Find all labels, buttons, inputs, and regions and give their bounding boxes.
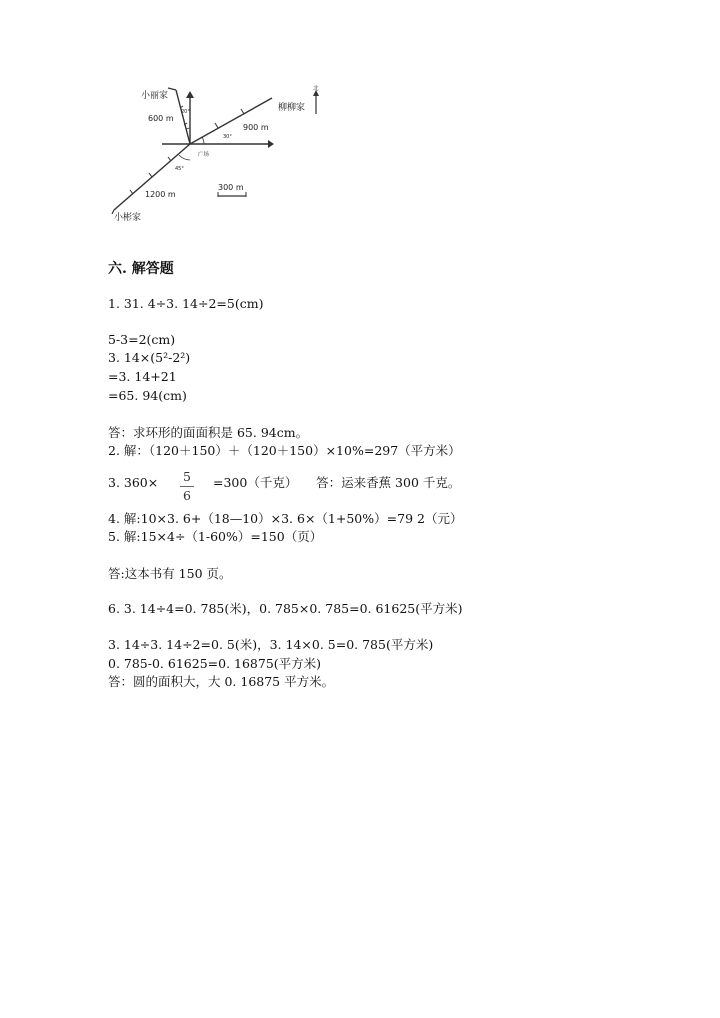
answer-line-11: 答:这本书有 150 页。 — [108, 566, 232, 581]
answer-line-14: 0. 785-0. 61625=0. 16875(平方米) — [108, 656, 322, 671]
fraction-denominator: 6 — [183, 488, 191, 503]
direction-diagram-svg — [100, 78, 340, 238]
answer-line-15: 答：圆的面积大，大 0. 16875 平方米。 — [108, 674, 335, 689]
answer-line-9: 4. 解:10×3. 6+（18—10）×3. 6×（1+50%）=79 2（元） — [108, 511, 463, 526]
label-liuliu-home: 柳柳家 — [278, 103, 306, 113]
label-xiaobin-home: 小彬家 — [114, 213, 142, 223]
answer-line-6: 答：求环形的面面积是 65. 94cm。 — [108, 425, 309, 440]
label-xiaoli-home: 小丽家 — [141, 91, 169, 101]
answer-line-8-prefix: 3. 360× — [108, 475, 159, 490]
answer-line-8-suffix: =300（千克） 答：运来香蕉 300 千克。 — [213, 475, 461, 490]
label-scale: 300 m — [218, 183, 244, 192]
label-600m: 600 m — [148, 114, 174, 123]
answer-line-1: 1. 31. 4÷3. 14÷2=5(cm) — [108, 296, 264, 311]
answer-line-12: 6. 3. 14÷4=0. 785(米)，0. 785×0. 785=0. 61625(平方米) — [108, 601, 463, 616]
label-900m: 900 m — [243, 123, 269, 132]
direction-diagram — [100, 78, 340, 238]
fraction-five-sixths — [180, 470, 194, 503]
answer-line-13: 3. 14÷3. 14÷2=0. 5(米)，3. 14×0. 5=0. 785(平方米) — [108, 637, 434, 652]
label-angle-45: 45° — [175, 166, 184, 172]
label-angle-30: 30° — [223, 134, 232, 140]
answer-line-5: =65. 94(cm) — [108, 388, 187, 403]
answer-line-4: =3. 14+21 — [108, 369, 177, 384]
answer-line-3: 3. 14×(5²-2²) — [108, 350, 191, 365]
label-square: 广场 — [198, 152, 210, 158]
label-north: 北 — [313, 86, 319, 92]
east-arrow — [268, 140, 274, 148]
line-to-xiaoli — [176, 90, 190, 144]
north-arrow — [186, 91, 194, 98]
answer-line-2: 5-3=2(cm) — [108, 332, 176, 347]
fraction-bar — [180, 486, 194, 487]
section-title: 六. 解答题 — [108, 261, 174, 277]
label-1200m: 1200 m — [145, 190, 176, 199]
label-angle-20: 20° — [181, 109, 190, 115]
fraction-numerator: 5 — [183, 469, 191, 484]
answer-line-10: 5. 解:15×4÷（1-60%）=150（页） — [108, 529, 323, 544]
answer-line-7: 2. 解：（120＋150）＋（120＋150）×10%=297（平方米） — [108, 443, 461, 458]
